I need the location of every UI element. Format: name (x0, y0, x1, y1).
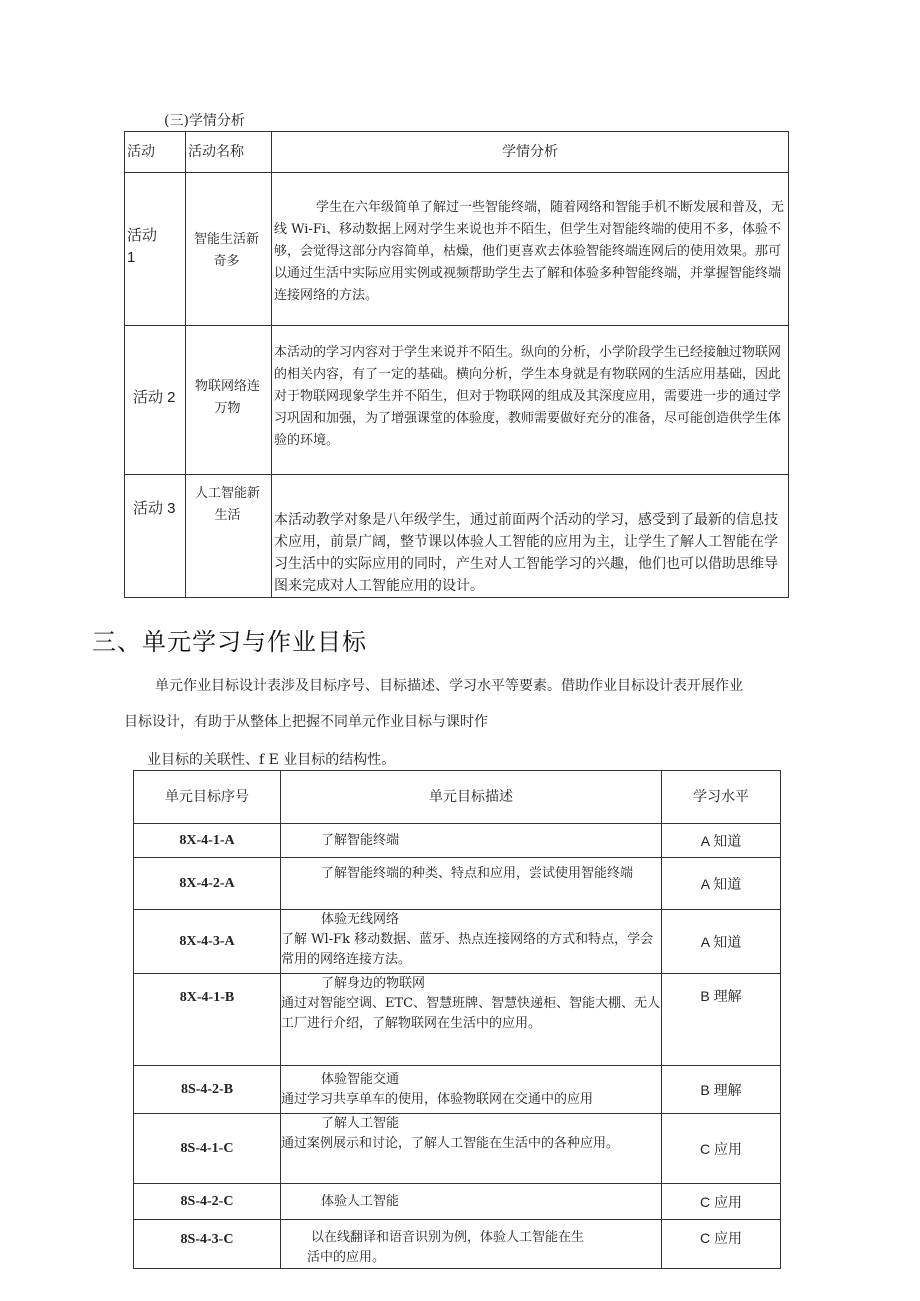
goal-desc-title: 了解智能终端 (321, 832, 400, 848)
header-activity-name: 活动名称 (186, 132, 272, 173)
goal-level: A 知道 (662, 858, 781, 910)
goal-id: 8S-4-2-C (134, 1184, 281, 1220)
analysis-text: 学生在六年级简单了解过一些智能终端，随着网络和智能手机不断发展和普及，无线 Wi-Fi、移动数据上网对学生来说也并不陌生，但学生对智能终端的使用不多，体验不够，会觉得这部分内容简单，枯燥，他们更喜欢去体验智能终端连网后的使用效果。那可以通过生活中实际应用实例或视频帮助学生去了解和体验多种智能终端，并掌握智能终端连接网络的方法。 (274, 200, 785, 303)
table-row (125, 326, 789, 475)
header-level: 学习水平 (662, 771, 781, 824)
goal-desc-body: 活中的应用。 (307, 1250, 386, 1265)
goal-id: 8X-4-1-A (134, 824, 281, 858)
analysis-text: 本活动的学习内容对于学生来说并不陌生。纵向的分析，小学阶段学生已经接触过物联网的相关内容，有了一定的基础。横向分析，学生本身就是有物联网的生活应用基础，因此对于物联网现象学生并不陌生，但对于物联网的组成及其深度应用，需要进一步的通过学习巩固和加强，为了增强课堂的体验度，教师需要做好充分的准备，尽可能创造供学生体验的环境。 (274, 345, 782, 448)
table-row (125, 475, 789, 598)
table-row (134, 1114, 781, 1184)
table-row (134, 910, 781, 974)
table-row (134, 1220, 781, 1269)
goal-id: 8X-4-1-B (134, 974, 281, 1066)
table-header-row (134, 771, 781, 824)
goal-id: 8S-4-1-C (134, 1114, 281, 1184)
paragraph-line: 业目标的关联性、f E 业目标的结构性。 (147, 752, 396, 768)
analysis-text: 本活动教学对象是八年级学生，通过前面两个活动的学习，感受到了最新的信息技术应用，前景广阔，整节课以体验人工智能的应用为主，让学生了解人工智能在学习生活中的实际应用的同时，产生对人工智能学习的兴趣，他们也可以借助思维导图来完成对人工智能应用的设计。 (274, 512, 778, 594)
goal-desc-body: 通过对智能空调、ETC、智慧班牌、智慧快递柜、智能大棚、无人工厂进行介绍，了解物联网在生活中的应用。 (281, 996, 661, 1031)
goal-desc-title: 体验人工智能 (321, 1193, 400, 1209)
goal-desc-title: 了解人工智能 (321, 1116, 400, 1131)
goal-level: A 知道 (662, 910, 781, 974)
header-activity: 活动 (125, 132, 186, 173)
goal-desc-body: 通过案例展示和讨论，了解人工智能在生活中的各种应用。 (281, 1136, 620, 1151)
table-row (134, 1184, 781, 1220)
table-header-row (125, 132, 789, 173)
goal-desc-title: 体验无线网络 (321, 912, 400, 927)
goal-level: C 应用 (662, 1220, 781, 1269)
goal-level: A 知道 (662, 824, 781, 858)
paragraph-line: 目标设计，有助于从整体上把握不同单元作业目标与课时作 (124, 714, 488, 730)
goal-level: C 应用 (662, 1184, 781, 1220)
paragraph-line: 单元作业目标设计表涉及目标序号、目标描述、学习水平等要素。借助作业目标设计表开展作业 (155, 678, 743, 694)
activity-label-text: 活动 1 (127, 227, 158, 266)
activity-name: 物联网络连万物 (194, 379, 260, 416)
header-analysis: 学情分析 (272, 132, 789, 173)
goal-id: 8X-4-2-A (134, 858, 281, 910)
activity-label (125, 225, 185, 269)
table-row (134, 824, 781, 858)
goal-id: 8S-4-3-C (134, 1220, 281, 1269)
goal-desc-body: 了解 Wl-Fk 移动数据、蓝牙、热点连接网络的方式和特点，学会常用的网络连接方法。 (281, 932, 654, 967)
section-heading: 三、单元学习与作业目标 (92, 628, 367, 656)
goal-desc-body: 通过学习共享单车的使用，体验物联网在交通中的应用 (281, 1092, 594, 1107)
goal-level: B 理解 (662, 1066, 781, 1114)
goal-desc-title: 体验智能交通 (321, 1072, 400, 1087)
activity-label: 活动 3 (133, 500, 176, 517)
table-row (134, 858, 781, 910)
activity-name: 人工智能新生活 (194, 486, 260, 523)
activity-label: 活动 2 (133, 389, 176, 406)
goal-id: 8X-4-3-A (134, 910, 281, 974)
goal-desc-title: 以在线翻译和语音识别为例，体验人工智能在生 (311, 1230, 585, 1245)
unit-goal-table (133, 770, 781, 1269)
header-goal-id: 单元目标序号 (134, 771, 281, 824)
goal-desc-title: 了解智能终端的种类、特点和应用，尝试使用智能终端 (321, 866, 634, 881)
goal-id: 8S-4-2-B (134, 1066, 281, 1114)
learning-analysis-table (124, 131, 789, 598)
table-row (125, 173, 789, 326)
goal-desc-title: 了解身边的物联网 (321, 976, 426, 991)
section-subtitle: (三)学情分析 (164, 113, 245, 129)
activity-name: 智能生活新奇多 (194, 232, 260, 269)
header-goal-desc: 单元目标描述 (281, 771, 662, 824)
table-row (134, 1066, 781, 1114)
goal-level: C 应用 (662, 1114, 781, 1184)
goal-level: B 理解 (662, 974, 781, 1066)
table-row (134, 974, 781, 1066)
